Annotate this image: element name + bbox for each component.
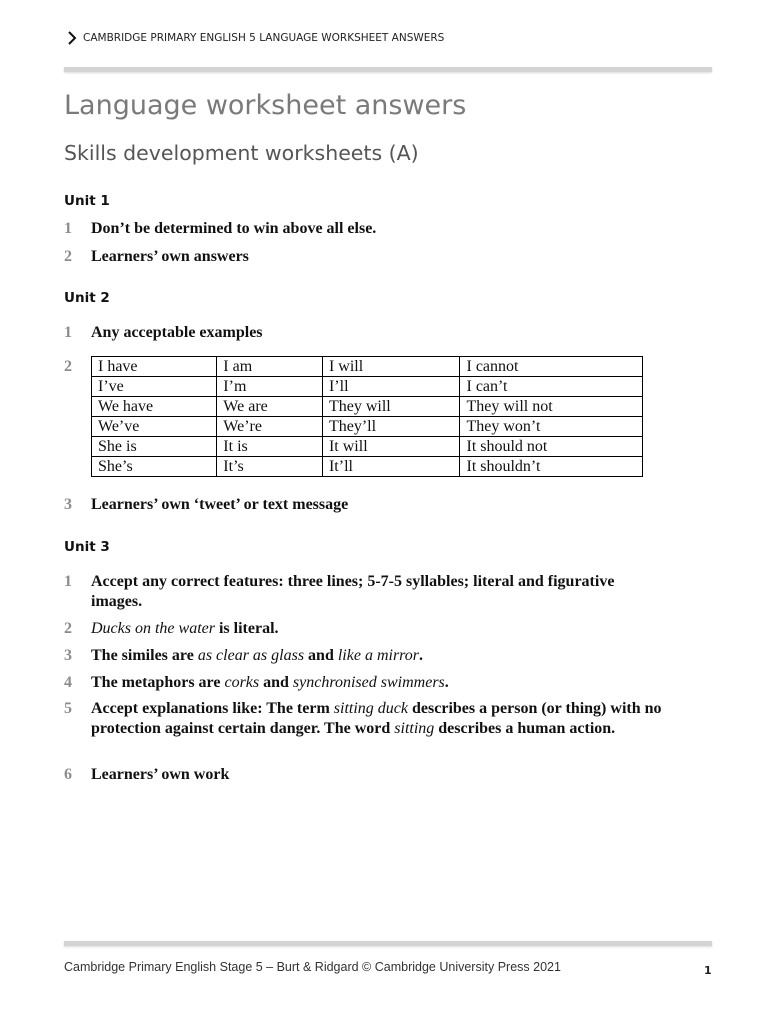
item-number: 1: [64, 220, 72, 237]
unit-3-item-4: [64, 673, 664, 693]
text-segment: Accept explanations like: The term: [91, 700, 334, 717]
text-segment: .: [444, 674, 449, 691]
unit-3-item-1: [64, 572, 664, 612]
page-number: 1: [704, 964, 712, 977]
item-number: 2: [64, 620, 72, 637]
italic-phrase: sitting duck: [333, 700, 409, 717]
item-text: [91, 619, 664, 639]
running-header: [64, 28, 714, 48]
unit-1-heading: Unit 1: [64, 193, 110, 209]
table-cell: I’m: [217, 377, 323, 397]
page-subtitle: Skills development worksheets (A): [64, 141, 419, 165]
table-row: [92, 397, 643, 417]
unit-3-item-5: [64, 699, 664, 739]
unit-1-item-1: [64, 219, 664, 239]
contractions-table: [91, 356, 643, 477]
header-breadcrumb: CAMBRIDGE PRIMARY ENGLISH 5 LANGUAGE WORKSHEET ANSWERS: [83, 32, 445, 44]
table-cell: I’ve: [92, 377, 217, 397]
unit-1-item-2: [64, 247, 664, 267]
item-text: Accept any correct features: three lines; 5-7-5 syllables; literal and figurative images.: [91, 573, 615, 610]
item-number: 3: [64, 647, 72, 664]
text-segment: The similes are: [91, 647, 198, 664]
italic-phrase: like a mirror: [337, 647, 420, 664]
text-segment: The metaphors are: [91, 674, 225, 691]
table-cell: She is: [92, 437, 217, 457]
table-cell: They will not: [460, 397, 643, 417]
chevron-right-icon: [64, 30, 80, 46]
footer-copyright: Cambridge Primary English Stage 5 – Burt & Ridgard © Cambridge University Press 2021: [64, 960, 561, 974]
table-cell: I cannot: [460, 357, 643, 377]
text-segment: describes a person (or thing) with no protection against certain danger. The word: [91, 700, 662, 737]
table-row: [92, 357, 643, 377]
text-segment: and: [259, 674, 293, 691]
item-number: 1: [64, 324, 72, 341]
table-cell: It is: [217, 437, 323, 457]
italic-phrase: corks: [224, 674, 260, 691]
table-cell: They will: [322, 397, 460, 417]
item-text: Any acceptable examples: [91, 324, 263, 341]
table-cell: It’ll: [322, 457, 460, 477]
unit-3-heading: Unit 3: [64, 539, 110, 555]
table-cell: It shouldn’t: [460, 457, 643, 477]
table-cell: I’ll: [322, 377, 460, 397]
table-row: [92, 377, 643, 397]
table-cell: We are: [217, 397, 323, 417]
italic-phrase: as clear as glass: [197, 647, 305, 664]
item-number: 6: [64, 766, 72, 783]
item-text: [91, 699, 664, 739]
item-text: Learners’ own answers: [91, 248, 249, 265]
item-number: 5: [64, 700, 72, 717]
text-segment: .: [419, 647, 424, 664]
item-text: [91, 673, 664, 693]
table-cell: They’ll: [322, 417, 460, 437]
item-text: [91, 646, 664, 666]
footer-divider: [64, 941, 712, 946]
item-number: 2: [64, 248, 72, 265]
table-cell: They won’t: [460, 417, 643, 437]
unit-3-item-2: [64, 619, 664, 639]
unit-3-item-3: [64, 646, 664, 666]
item-text: Learners’ own work: [91, 766, 230, 783]
table-cell: I am: [217, 357, 323, 377]
item-number: 2: [64, 358, 72, 375]
unit-2-heading: Unit 2: [64, 290, 110, 306]
italic-phrase: sitting: [394, 720, 435, 737]
table-cell: It will: [322, 437, 460, 457]
page-title: Language worksheet answers: [64, 90, 467, 121]
table-cell: She’s: [92, 457, 217, 477]
unit-2-item-3: [64, 495, 664, 515]
table-cell: It should not: [460, 437, 643, 457]
table-row: [92, 417, 643, 437]
text-segment: and: [304, 647, 338, 664]
item-text: Don’t be determined to win above all else.: [91, 220, 377, 237]
table-cell: I have: [92, 357, 217, 377]
table-row: [92, 437, 643, 457]
italic-phrase: Ducks on the water: [91, 620, 215, 637]
table-cell: I will: [322, 357, 460, 377]
table-cell: I can’t: [460, 377, 643, 397]
table-cell: We’re: [217, 417, 323, 437]
italic-phrase: synchronised swimmers: [292, 674, 445, 691]
item-number: 1: [64, 573, 72, 590]
table-cell: We’ve: [92, 417, 217, 437]
text-segment: is literal.: [214, 620, 279, 637]
header-divider: [64, 67, 712, 72]
item-number: 3: [64, 496, 72, 513]
table-cell: We have: [92, 397, 217, 417]
text-segment: describes a human action.: [434, 720, 616, 737]
unit-2-item-1: [64, 323, 664, 343]
table-row: [92, 457, 643, 477]
item-text: Learners’ own ‘tweet’ or text message: [91, 496, 349, 513]
item-number: 4: [64, 674, 72, 691]
table-cell: It’s: [217, 457, 323, 477]
unit-3-item-6: [64, 765, 664, 785]
